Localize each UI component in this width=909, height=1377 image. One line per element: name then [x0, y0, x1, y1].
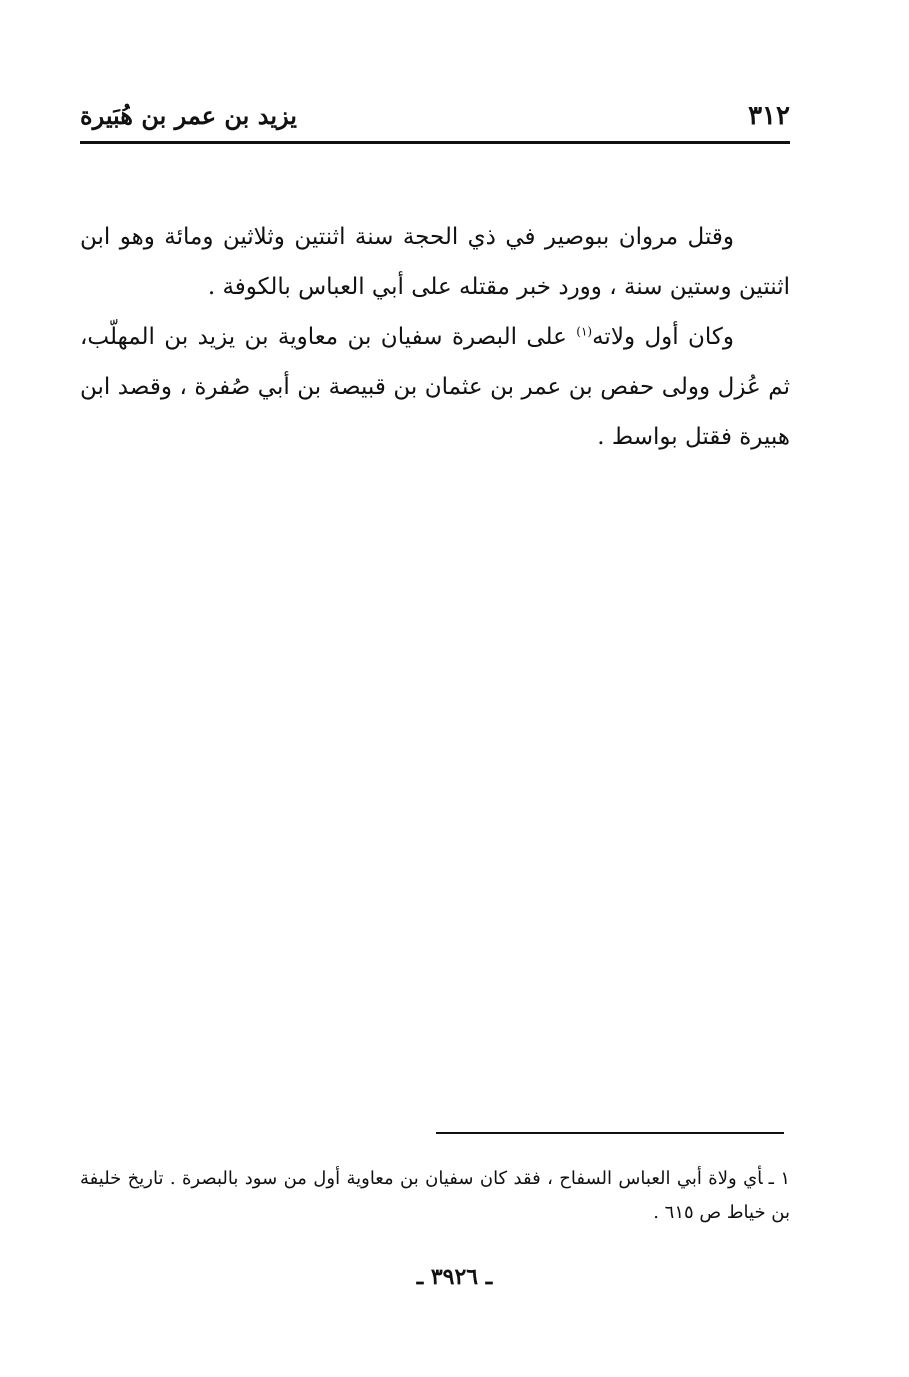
footnote-text: أي ولاة أبي العباس السفاح ، فقد كان سفيان بن معاوية أول من سود بالبصرة . تاريخ خليفة بن خياط ص ٦١٥ . — [80, 1168, 790, 1223]
footnotes — [80, 1162, 790, 1230]
main-text — [80, 212, 790, 462]
header-rule — [80, 141, 790, 144]
page-number: ٣١٢ — [748, 101, 790, 131]
running-header — [80, 96, 790, 136]
paragraph-2-text-end: على البصرة سفيان بن معاوية بن يزيد بن المهلّب، ثم عُزل وولى حفص بن عمر بن عثمان بن قبيصة بن أبي صُفرة ، وقصد ابن هبيرة فقتل بواسط . — [80, 324, 790, 450]
running-title: يزيد بن عمر بن هُبَيرة — [80, 101, 297, 130]
footnote-number: ١ ـ — [768, 1168, 790, 1189]
paragraph-1 — [80, 212, 790, 312]
paragraph-2 — [80, 312, 790, 462]
paragraph-1-text: وقتل مروان ببوصير في ذي الحجة سنة اثنتين وثلاثين ومائة وهو ابن اثنتين وستين سنة ، وورد خبر مقتله على أبي العباس بالكوفة . — [80, 224, 790, 300]
paragraph-2-text-start: وكان أول ولاته — [592, 324, 734, 350]
footnote-item — [80, 1162, 790, 1230]
folio-number: ـ ٣٩٢٦ ـ — [416, 1264, 493, 1290]
footnote-reference: (١) — [576, 324, 593, 339]
footnote-rule — [436, 1132, 784, 1134]
